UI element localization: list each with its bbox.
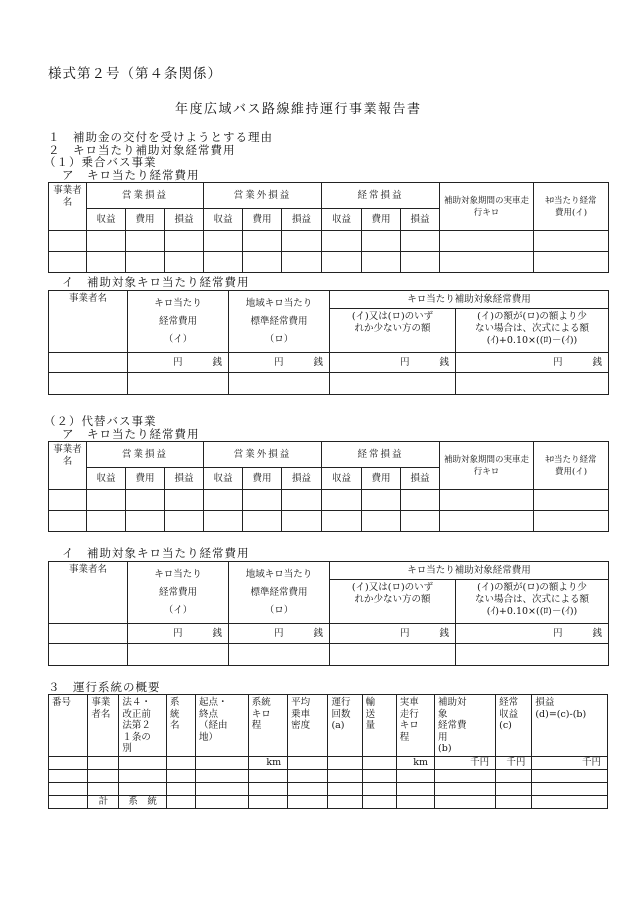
vehicle-km-header: 補助対象期間の実車走行キロ [440, 183, 534, 231]
operator-header: 事業者名 [49, 562, 128, 624]
item-2-cost: ２ キロ当たり補助対象経常費用 [48, 143, 236, 157]
cost-per-km-i-header: キロ当たり 経常費用 （イ） [128, 291, 229, 353]
table-row [49, 770, 608, 783]
yen-unit: 円 [172, 356, 183, 368]
operator-header: 事業者名 [49, 183, 87, 231]
number-header: 番号 [49, 695, 88, 757]
vehicle-km-header: 補助対象期間の実車走行キロ [440, 442, 534, 490]
pl-header: 損益 [165, 209, 204, 231]
routes-label: 系 統 [119, 796, 167, 809]
total-label: 計 [88, 796, 119, 809]
lesser-amount-header: (イ)又は(ロ)のいず れか少ない方の額 [330, 309, 456, 353]
cost-per-km-table-1 [48, 182, 609, 273]
subsidized-cost-table-2 [48, 561, 609, 666]
pl-header: 損益 [401, 468, 440, 490]
route-name-header: 系 統 名 [166, 695, 195, 757]
table-row [49, 644, 609, 666]
subsidized-cost-header: キロ当たり補助対象経常費用 [330, 562, 609, 580]
section-1-sub-a: ア キロ当たり経常費用 [62, 168, 200, 182]
standard-cost-ro-header: 地域キロ当たり 標準経常費用 （ロ） [229, 562, 330, 624]
sen-unit: 銭 [592, 627, 603, 639]
sen-unit: 銭 [313, 356, 323, 368]
pl-header: 損益 [282, 209, 322, 231]
thousand-yen-unit: 千円 [496, 757, 532, 770]
km-unit: km [396, 757, 434, 770]
operator-header: 事業 者名 [88, 695, 119, 757]
revenue-header: 収益 [87, 468, 126, 490]
yen-unit: 円 [552, 356, 563, 368]
cost-header: 費用 [362, 209, 401, 231]
km-unit: km [248, 757, 287, 770]
cost-per-km-i-header: キロ当たり 経常費用 （イ） [128, 562, 229, 624]
yen-unit: 円 [273, 356, 284, 368]
table-row [49, 231, 609, 252]
total-row [49, 796, 608, 809]
revenue-header: 収益 [204, 468, 243, 490]
profit-loss-header: 損益 (d)=(c)-(b) [532, 695, 608, 757]
yen-unit: 円 [172, 627, 183, 639]
avg-ridership-header: 平均 乗車 密度 [288, 695, 328, 757]
ordinary-pl-header: 経常損益 [322, 183, 440, 209]
cost-per-km-header: ｷﾛ当たり経常費用(イ) [534, 442, 609, 490]
vehicle-km-header: 実車 走行 キロ 程 [396, 695, 434, 757]
cost-header: 費用 [243, 209, 282, 231]
section-1-sub-i: イ 補助対象キロ当たり経常費用 [62, 275, 250, 289]
origin-destination-header: 起点・ 終点 （経由 地） [195, 695, 248, 757]
section-1-heading: （１）乗合バス事業 [44, 155, 157, 169]
thousand-yen-unit: 千円 [532, 757, 608, 770]
cost-per-km-table-2 [48, 441, 609, 532]
formula-header: (イ)の額が(ロ)の額より少 ない場合は、次式による額 (ｲ)+0.10×((ﾛ)－(ｲ)) [456, 309, 609, 353]
trips-header: 運行 回数 (a) [328, 695, 362, 757]
non-operating-pl-header: 営業外損益 [204, 183, 322, 209]
operating-pl-header: 営業損益 [87, 183, 204, 209]
operating-pl-header: 営業損益 [87, 442, 204, 468]
route-overview-table [48, 694, 608, 809]
subsidized-cost-header: キロ当たり補助対象経常費用 [330, 291, 609, 309]
table-row [49, 373, 609, 395]
yen-unit: 円 [552, 627, 563, 639]
pl-header: 損益 [282, 468, 322, 490]
cost-header: 費用 [243, 468, 282, 490]
yen-unit: 円 [273, 627, 284, 639]
sen-unit: 銭 [212, 627, 222, 639]
section-2-heading: （２）代替バス事業 [44, 414, 157, 428]
table-row [49, 511, 609, 532]
subsidized-cost-table-1 [48, 290, 609, 395]
law-category-header: 法４・ 改正前 法第２ １条の 別 [119, 695, 167, 757]
ordinary-revenue-header: 経常 収益 (c) [496, 695, 532, 757]
item-3-route-overview: ３ 運行系統の概要 [48, 680, 161, 694]
standard-cost-ro-header: 地域キロ当たり 標準経常費用 （ロ） [229, 291, 330, 353]
document-title: 年度広域バス路線維持運行事業報告書 [175, 102, 422, 117]
lesser-amount-header: (イ)又は(ロ)のいず れか少ない方の額 [330, 580, 456, 624]
thousand-yen-unit: 千円 [435, 757, 496, 770]
yen-unit: 円 [399, 627, 410, 639]
operator-header: 事業者名 [49, 442, 87, 490]
yen-unit: 円 [399, 356, 410, 368]
pl-header: 損益 [401, 209, 440, 231]
sen-unit: 銭 [212, 356, 222, 368]
cost-header: 費用 [362, 468, 401, 490]
item-1-reason: １ 補助金の交付を受けようとする理由 [48, 130, 273, 144]
sen-unit: 銭 [313, 627, 323, 639]
operator-header: 事業者名 [49, 291, 128, 353]
route-km-header: 系統 キロ 程 [248, 695, 287, 757]
non-operating-pl-header: 営業外損益 [204, 442, 322, 468]
subsidized-cost-header: 補助対 象 経常費 用 (b) [435, 695, 496, 757]
revenue-header: 収益 [322, 209, 362, 231]
pl-header: 損益 [165, 468, 204, 490]
table-row [49, 490, 609, 511]
cost-header: 費用 [126, 468, 165, 490]
passengers-header: 輸 送 量 [362, 695, 396, 757]
ordinary-pl-header: 経常損益 [322, 442, 440, 468]
revenue-header: 収益 [87, 209, 126, 231]
sen-unit: 銭 [592, 356, 603, 368]
formula-header: (イ)の額が(ロ)の額より少 ない場合は、次式による額 (ｲ)+0.10×((ﾛ)－(ｲ)) [456, 580, 609, 624]
revenue-header: 収益 [204, 209, 243, 231]
section-2-sub-a: ア キロ当たり経常費用 [62, 427, 200, 441]
revenue-header: 収益 [322, 468, 362, 490]
table-row [49, 252, 609, 273]
section-2-sub-i: イ 補助対象キロ当たり経常費用 [62, 546, 250, 560]
cost-header: 費用 [126, 209, 165, 231]
table-row [49, 783, 608, 796]
cost-per-km-header: ｷﾛ当たり経常費用(イ) [534, 183, 609, 231]
form-number: 様式第２号（第４条関係） [48, 66, 222, 82]
sen-unit: 銭 [439, 627, 449, 639]
sen-unit: 銭 [439, 356, 449, 368]
